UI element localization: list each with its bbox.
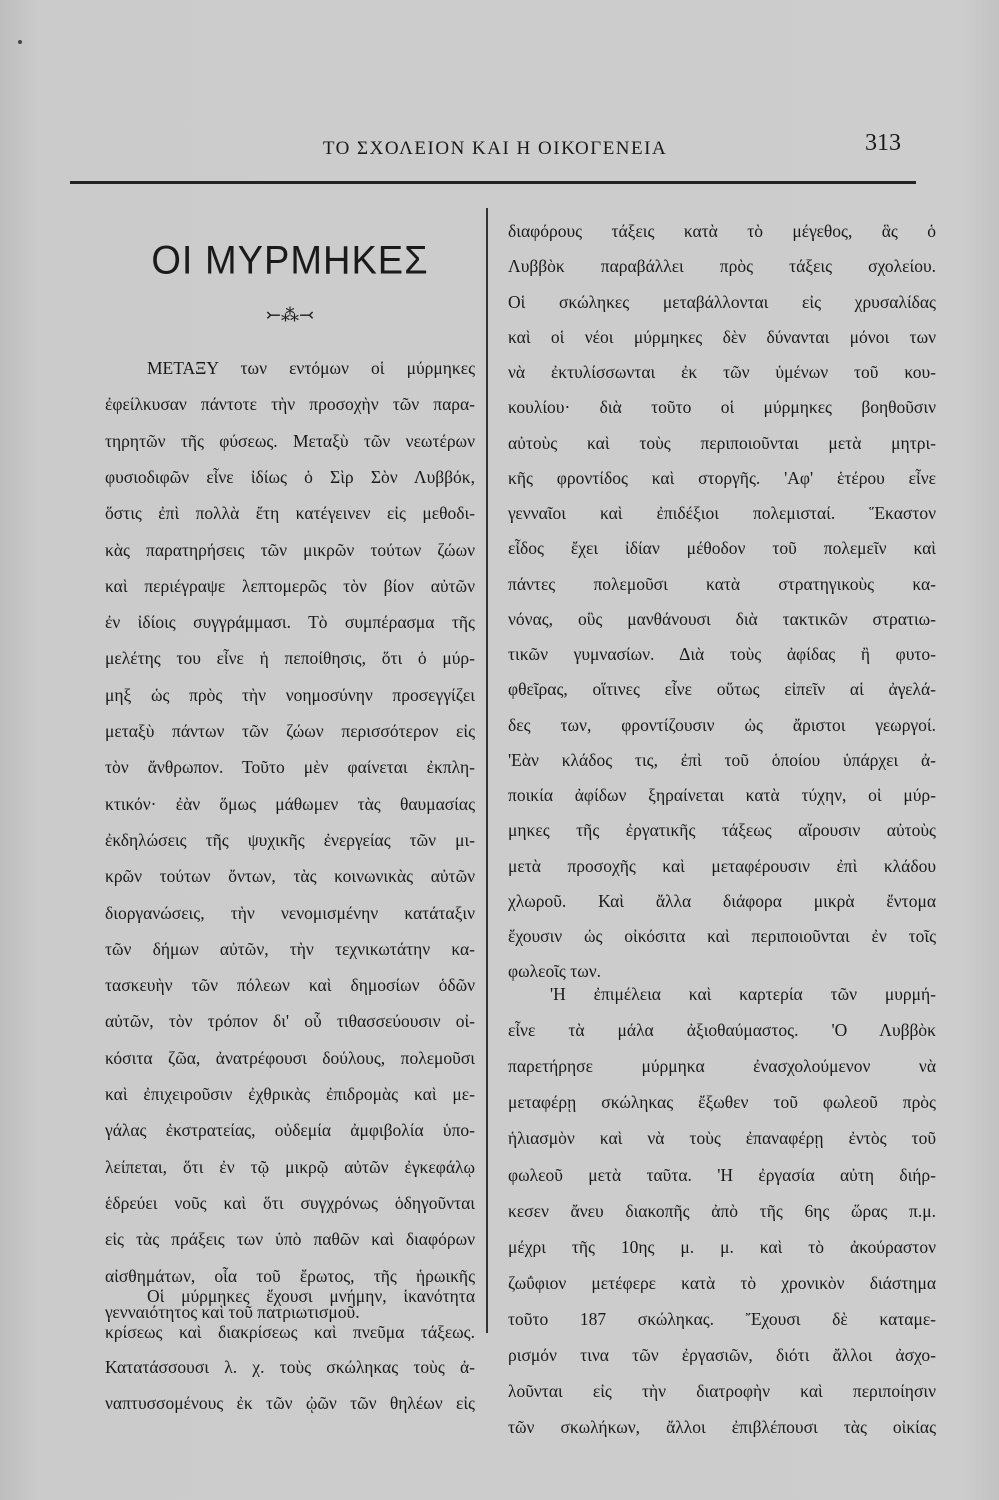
text-line: τηρητῶν τῆς φύσεως. Μεταξὺ τῶν νεωτέρων — [105, 430, 475, 451]
text-line: αὐτῶν, τὸν τρόπον δι' οὗ τιθασσεύουσιν οἰ- — [105, 1011, 475, 1032]
text-line: καὶ οἱ νέοι μύρμηκες δὲν δύνανται μόνοι των — [508, 326, 936, 347]
text-line: παρετήρησε μύρμηκα ἐνασχολούμενον νὰ — [508, 1056, 936, 1077]
text-line: ποικία ἀφίδων ξηραίνεται κατὰ τύχην, οἱ μύρ- — [508, 785, 936, 805]
text-line: αὐτοὺς καὶ τοὺς περιποιοῦνται μετὰ μητρι- — [508, 432, 936, 453]
text-line: κεσεν ἄνευ διακοπῆς ἀπὸ τῆς 6ης ὥρας π.μ. — [508, 1200, 936, 1221]
text-line: γενναιότητος καὶ τοῦ πατριωτισμοῦ. — [105, 1301, 360, 1322]
text-line: ἔχουσιν ὡς οἰκόσιτα καὶ περιποιοῦνται ἐν τοῖς — [508, 926, 936, 946]
text-line: εἶνε τὰ μάλα ἀξιοθαύμαστος. 'Ο Λυββὸκ — [508, 1020, 936, 1041]
text-line: εἰς τὰς πράξεις των ὑπὸ παθῶν καὶ διαφόρων — [105, 1229, 475, 1250]
text-line: τικῶν γυμνασίων. Διὰ τοὺς ἀφίδας ἢ φυτο- — [508, 644, 936, 664]
article-title: ΟΙ ΜΥΡΜΗΚΕΣ — [151, 238, 429, 284]
text-line: Λυββὸκ παραβάλλει πρὸς τάξεις σχολείου. — [508, 256, 936, 277]
text-line: μηκες τῆς ἐργατικῆς τάξεως αἴρουσιν αὐτοὺς — [508, 820, 936, 841]
text-line: τασκευὴν τῶν πόλεων καὶ δημοσίων ὁδῶν — [105, 975, 475, 996]
text-line: φθεῖρας, οἵτινες εἶνε οὕτως εἰπεῖν αἱ ἀγελά- — [508, 679, 936, 700]
text-line: κρίσεως καὶ διακρίσεως καὶ πνεῦμα τάξεως. — [105, 1321, 475, 1342]
text-line: νόνας, οὓς μανθάνουσι διὰ τακτικῶν στρατιω- — [508, 608, 936, 629]
text-line: πάντες πολεμοῦσι κατὰ στρατηγικοὺς κα- — [508, 573, 936, 594]
text-line: μετὰ προσοχῆς καὶ μεταφέρουσιν ἐπὶ κλάδου — [508, 855, 936, 876]
text-line: μεταφέρῃ σκώληκας ἔξωθεν τοῦ φωλεοῦ πρὸς — [508, 1092, 936, 1113]
text-line: ἐφείλκυσαν πάντοτε τὴν προσοχὴν τῶν παρα- — [105, 394, 475, 415]
text-line: μεταξὺ πάντων τῶν ζώων περισσότερον εἰς — [105, 721, 475, 741]
text-line: καὶ περιέγραψε λεπτομερῶς τὸν βίον αὐτῶν — [105, 575, 475, 596]
text-line: τοῦτο 187 σκώληκας. Ἔχουσι δὲ καταμε- — [508, 1308, 936, 1329]
text-line: ἡλιασμὸν καὶ νὰ τοὺς ἐπαναφέρῃ ἐντὸς τοῦ — [508, 1128, 936, 1149]
text-line: κτικόν· ἐὰν ὅμως μάθωμεν τὰς θαυμασίας — [105, 793, 475, 814]
page-number: 313 — [865, 130, 901, 156]
speck — [18, 40, 22, 44]
text-line: 'Η ἐπιμέλεια καὶ καρτερία τῶν μυρμή- — [550, 984, 936, 1004]
text-line: κῆς φροντίδος καὶ στοργῆς. 'Αφ' ἑτέρου εἶνε — [508, 467, 936, 488]
text-line: κουλίου· διὰ τοῦτο οἱ μύρμηκες βοηθοῦσιν — [508, 397, 936, 418]
text-line: Κατατάσσουσι λ. χ. τοὺς σκώληκας τοὺς ἀ- — [105, 1357, 475, 1377]
header-rule — [70, 181, 916, 184]
text-line: ὅστις ἐπὶ πολλὰ ἔτη κατέγεινεν εἰς μεθοδι- — [105, 503, 475, 524]
text-line: διοργανώσεις, τὴν νενομισμένην κατάταξιν — [105, 902, 475, 923]
column-divider — [486, 208, 488, 1333]
text-line: ἐκδηλώσεις τῆς ψυχικῆς ἐνεργείας τῶν μι- — [105, 829, 475, 850]
text-line: εἶδος ἔχει ἰδίαν μέθοδον τοῦ πολεμεῖν καὶ — [508, 538, 936, 559]
text-line: μελέτης του εἶνε ἡ πεποίθησις, ὅτι ὁ μύρ- — [105, 648, 475, 669]
text-line: χλωροῦ. Καὶ ἄλλα διάφορα μικρὰ ἔντομα — [508, 890, 936, 911]
text-line: νὰ ἐκτυλίσσωνται ἐκ τῶν ὑμένων τοῦ κου- — [508, 362, 936, 382]
text-line: διαφόρους τάξεις κατὰ τὸ μέγεθος, ἃς ὁ — [508, 221, 936, 241]
text-line: ζωΰφιον μετέφερε κατὰ τὸ χρονικὸν διάστημα — [508, 1272, 936, 1293]
text-line: γενναῖοι καὶ ἐπιδέξιοι πολεμισταί. Ἕκαστον — [508, 503, 936, 523]
text-line: κρῶν τούτων ὄντων, τὰς κοινωνικὰς αὐτῶν — [105, 866, 475, 887]
text-line: λείπεται, ὅτι ἐν τῷ μικρῷ αὐτῶν ἐγκεφάλῳ — [105, 1156, 475, 1177]
text-line: ναπτυσσομένους ἐκ τῶν ᾠῶν τῶν θηλέων εἰς — [105, 1392, 475, 1413]
text-line: ΜΕΤΑΞΥ των εντόμων οἱ μύρμηκες — [147, 358, 475, 378]
text-line: φωλεοῖς των. — [508, 961, 602, 982]
text-line: δες των, φροντίζουσιν ὡς ἄριστοι γεωργοί. — [508, 714, 936, 735]
text-line: ἐν ἰδίοις συγγράμμασι. Τὸ συμπέρασμα τῆς — [105, 612, 475, 633]
text-line: μηξ ὡς πρὸς τὴν νοημοσύνην προσεγγίζει — [105, 684, 475, 705]
text-line: 'Εὰν κλάδος τις, ἐπὶ τοῦ ὁποίου ὑπάρχει ἀ- — [508, 749, 936, 770]
text-line: λοῦνται εἰς τὴν διατροφὴν καὶ περιποίησιν — [508, 1381, 936, 1402]
text-line: κόσιτα ζῶα, ἀνατρέφουσι δούλους, πολεμοῦσι — [105, 1047, 475, 1068]
running-title: ΤΟ ΣΧΟΛΕΙΟΝ ΚΑΙ Η ΟΙΚΟΓΕΝΕΙΑ — [322, 138, 668, 159]
text-line: φυσιοδιφῶν εἶνε ἰδίως ὁ Σὶρ Σὸν Λυββόκ, — [105, 466, 475, 487]
text-line: φωλεοῦ μετὰ ταῦτα. 'Η ἐργασία αὐτη διήρ- — [508, 1164, 936, 1185]
text-line: αἰσθημάτων, οἷα τοῦ ἔρωτος, τῆς ἡρωικῆς — [105, 1265, 475, 1286]
text-line: τῶν σκωλήκων, ἄλλοι ἐπιβλέπουσι τὰς οἰκίας — [508, 1417, 936, 1438]
text-line: Οἱ μύρμηκες ἔχουσι μνήμην, ἱκανότητα — [147, 1286, 475, 1306]
text-line: ἑδρεύει νοῦς καὶ ὅτι συγχρόνως ὁδηγοῦνται — [105, 1192, 475, 1213]
text-line: μέχρι τῆς 10ης μ. μ. καὶ τὸ ἀκούραστον — [508, 1236, 936, 1257]
text-line: τῶν δήμων αὐτῶν, τὴν τεχνικωτάτην κα- — [105, 938, 475, 959]
text-line: γάλας ἐκστρατείας, οὐδεμία ἀμφιβολία ὑπο- — [105, 1120, 475, 1141]
text-line: κὰς παρατηρήσεις τῶν μικρῶν τούτων ζώων — [105, 539, 475, 560]
text-line: ρισμόν τινα τῶν ἐργασιῶν, διότι ἄλλοι ἀσχο- — [508, 1345, 936, 1365]
text-line: Οἱ σκώληκες μεταβάλλονται εἰς χρυσαλίδας — [508, 291, 936, 312]
text-line: καὶ ἐπιχειροῦσιν ἐχθρικὰς ἐπιδρομὰς καὶ με- — [105, 1084, 475, 1104]
text-line: τὸν ἄνθρωπον. Τοῦτο μὲν φαίνεται ἐκπλη- — [105, 757, 475, 778]
ornament-icon: ⤚⁂⤙ — [265, 305, 315, 325]
